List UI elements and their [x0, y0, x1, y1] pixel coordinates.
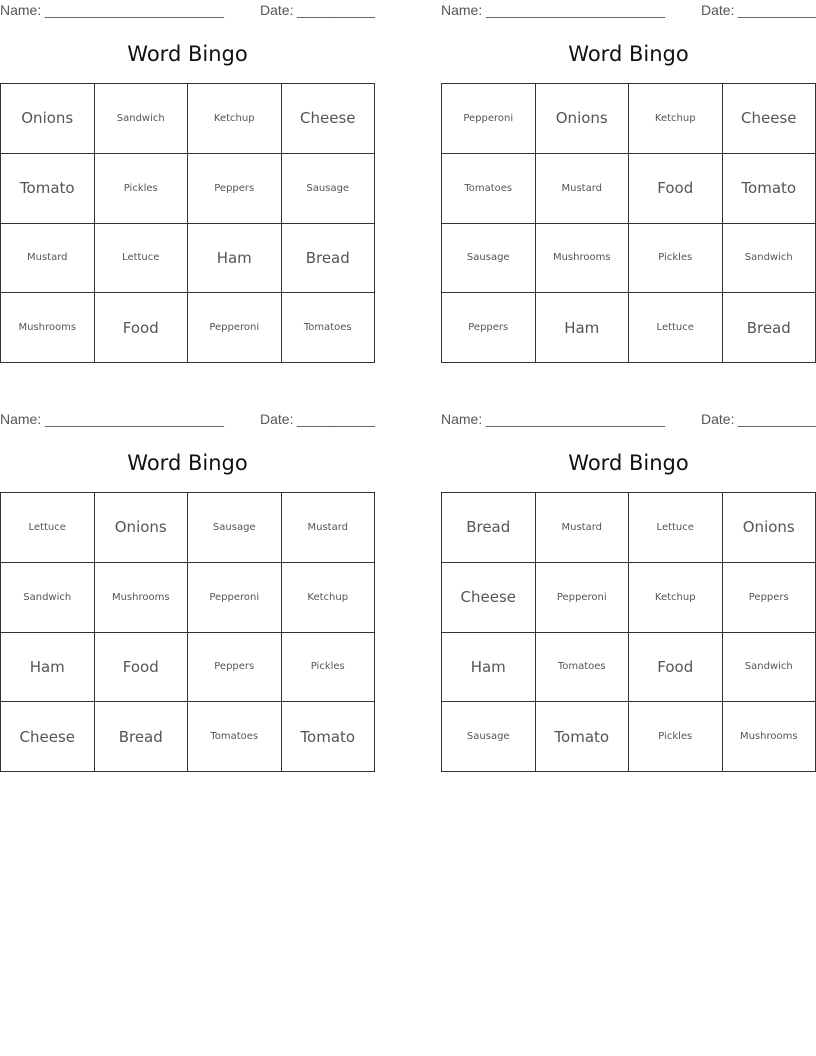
bingo-cell: Mustard	[1, 224, 95, 294]
bingo-cell: Tomatoes	[282, 293, 376, 363]
bingo-cell: Mushrooms	[536, 224, 630, 294]
name-blank: _______________________	[486, 411, 666, 427]
bingo-cell: Peppers	[188, 154, 282, 224]
bingo-cell: Tomato	[723, 154, 816, 224]
bingo-cell: Tomatoes	[536, 633, 630, 703]
name-blank: _______________________	[486, 2, 666, 18]
bingo-cell: Sausage	[442, 702, 536, 772]
bingo-cell: Sandwich	[95, 84, 189, 154]
card-title: Word Bingo	[568, 451, 689, 475]
name-label: Name:	[0, 411, 42, 427]
bingo-cell: Ham	[188, 224, 282, 294]
bingo-cell: Ham	[442, 633, 536, 703]
date-blank: __________	[297, 411, 375, 427]
bingo-cell: Bread	[282, 224, 376, 294]
name-label: Name:	[0, 2, 42, 18]
bingo-cell: Mustard	[282, 493, 376, 563]
bingo-grid	[441, 83, 816, 363]
bingo-cell: Ketchup	[282, 563, 376, 633]
header-line	[0, 411, 375, 429]
bingo-cell: Food	[95, 633, 189, 703]
bingo-cell: Tomato	[282, 702, 376, 772]
date-blank: __________	[297, 2, 375, 18]
date-blank: __________	[738, 411, 816, 427]
name-blank: _______________________	[45, 411, 225, 427]
bingo-cell: Sandwich	[1, 563, 95, 633]
bingo-cell: Sausage	[282, 154, 376, 224]
bingo-cell: Pickles	[95, 154, 189, 224]
bingo-cell: Onions	[723, 493, 816, 563]
date-label: Date:	[260, 411, 294, 427]
bingo-cell: Tomato	[1, 154, 95, 224]
bingo-cell: Mustard	[536, 493, 630, 563]
bingo-card-4	[441, 409, 816, 781]
card-title: Word Bingo	[127, 451, 248, 475]
date-label: Date:	[260, 2, 294, 18]
bingo-cell: Pepperoni	[188, 563, 282, 633]
bingo-cell: Tomatoes	[442, 154, 536, 224]
bingo-cell: Tomatoes	[188, 702, 282, 772]
name-blank: _______________________	[45, 2, 225, 18]
bingo-cell: Pepperoni	[442, 84, 536, 154]
bingo-cell: Ketchup	[188, 84, 282, 154]
bingo-cell: Ketchup	[629, 563, 723, 633]
bingo-cell: Peppers	[442, 293, 536, 363]
bingo-grid	[0, 83, 375, 363]
bingo-cell: Ham	[1, 633, 95, 703]
bingo-cell: Onions	[536, 84, 630, 154]
bingo-cell: Food	[629, 154, 723, 224]
name-label: Name:	[441, 2, 483, 18]
bingo-cell: Onions	[1, 84, 95, 154]
bingo-cell: Food	[629, 633, 723, 703]
date-label: Date:	[701, 411, 735, 427]
bingo-cell: Peppers	[723, 563, 816, 633]
card-title: Word Bingo	[127, 42, 248, 66]
bingo-cell: Mustard	[536, 154, 630, 224]
header-line	[0, 2, 375, 20]
bingo-cell: Mushrooms	[1, 293, 95, 363]
bingo-grid	[441, 492, 816, 772]
header-line	[441, 411, 816, 429]
bingo-cell: Lettuce	[95, 224, 189, 294]
bingo-cell: Bread	[442, 493, 536, 563]
bingo-cell: Lettuce	[629, 493, 723, 563]
bingo-cell: Food	[95, 293, 189, 363]
bingo-cell: Pepperoni	[536, 563, 630, 633]
bingo-cell: Bread	[723, 293, 816, 363]
bingo-cell: Pickles	[282, 633, 376, 703]
bingo-cell: Pickles	[629, 702, 723, 772]
bingo-cell: Peppers	[188, 633, 282, 703]
bingo-cell: Lettuce	[1, 493, 95, 563]
bingo-cell: Ketchup	[629, 84, 723, 154]
bingo-cell: Pepperoni	[188, 293, 282, 363]
date-blank: __________	[738, 2, 816, 18]
date-label: Date:	[701, 2, 735, 18]
bingo-cell: Cheese	[282, 84, 376, 154]
bingo-cell: Sandwich	[723, 633, 816, 703]
bingo-cell: Cheese	[723, 84, 816, 154]
bingo-cell: Onions	[95, 493, 189, 563]
bingo-cell: Sausage	[442, 224, 536, 294]
card-title: Word Bingo	[568, 42, 689, 66]
bingo-cell: Sandwich	[723, 224, 816, 294]
bingo-cell: Cheese	[1, 702, 95, 772]
bingo-cell: Mushrooms	[723, 702, 816, 772]
header-line	[441, 2, 816, 20]
bingo-card-2	[441, 0, 816, 372]
bingo-cell: Pickles	[629, 224, 723, 294]
bingo-cell: Sausage	[188, 493, 282, 563]
bingo-cell: Mushrooms	[95, 563, 189, 633]
bingo-cell: Bread	[95, 702, 189, 772]
bingo-cell: Tomato	[536, 702, 630, 772]
bingo-cell: Lettuce	[629, 293, 723, 363]
bingo-card-1	[0, 0, 375, 372]
bingo-card-3	[0, 409, 375, 781]
bingo-cell: Cheese	[442, 563, 536, 633]
name-label: Name:	[441, 411, 483, 427]
bingo-cell: Ham	[536, 293, 630, 363]
bingo-grid	[0, 492, 375, 772]
